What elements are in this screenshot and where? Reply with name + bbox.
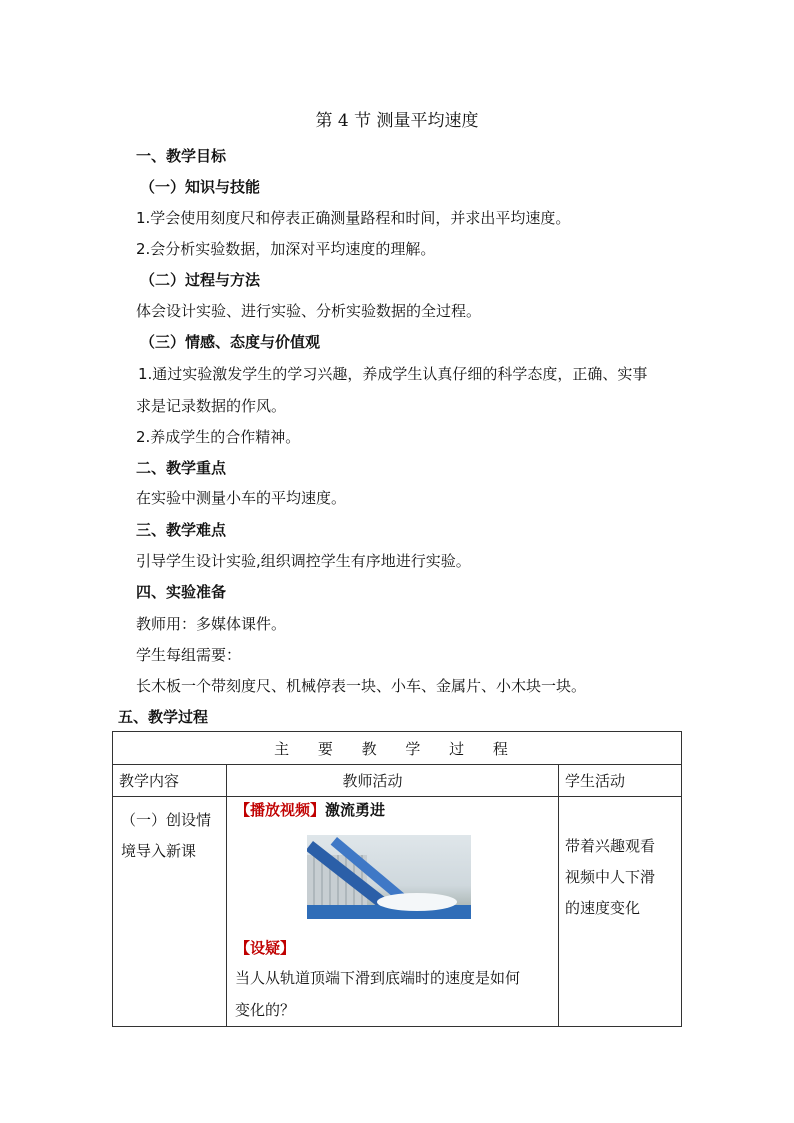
- col-header-student: 学生活动: [559, 765, 682, 797]
- page-title: 第 4 节 测量平均速度: [315, 111, 479, 131]
- subheading-knowledge: （一）知识与技能: [140, 178, 261, 196]
- video-line: [235, 799, 385, 820]
- difficult-item-1: 引导学生设计实验,组织调控学生有序地进行实验。: [136, 552, 471, 570]
- key-item-1: 在实验中测量小车的平均速度。: [136, 489, 347, 507]
- teaching-process-table: [112, 731, 682, 1027]
- subheading-emotion: （三）情感、态度与价值观: [140, 333, 321, 351]
- section-heading-goals: 一、教学目标: [136, 147, 227, 165]
- photo-splash: [377, 893, 457, 911]
- content-line-b: 境导入新课: [121, 842, 197, 860]
- question-tag: 【设疑】: [235, 939, 296, 957]
- content-cell: [113, 797, 227, 1027]
- question-line-a: 当人从轨道顶端下滑到底端时的速度是如何: [235, 969, 521, 987]
- section-heading-process: 五、教学过程: [118, 708, 209, 726]
- video-tag: 【播放视频】: [235, 801, 326, 819]
- process-item-1: 体会设计实验、进行实验、分析实验数据的全过程。: [136, 302, 482, 320]
- teacher-cell: [227, 797, 559, 1027]
- section-heading-key: 二、教学重点: [136, 459, 227, 477]
- section-heading-difficult: 三、教学难点: [136, 521, 227, 539]
- student-line-c: 的速度变化: [565, 899, 641, 917]
- table-main-header: 主 要 教 学 过 程: [113, 732, 682, 765]
- section-heading-prep: 四、实验准备: [136, 583, 227, 601]
- student-line-b: 视频中人下滑: [565, 868, 656, 886]
- table-row: [113, 797, 682, 1027]
- student-line-a: 带着兴趣观看: [565, 837, 656, 855]
- question-line-b: 变化的？: [235, 1001, 296, 1019]
- student-cell: [559, 797, 682, 1027]
- knowledge-item-1: 1.学会使用刻度尺和停表正确测量路程和时间，并求出平均速度。: [136, 209, 571, 227]
- emotion-item-1a: 1.通过实验激发学生的学习兴趣，养成学生认真仔细的科学态度，正确、实事: [138, 365, 648, 383]
- prep-teacher: 教师用：多媒体课件。: [136, 615, 287, 633]
- knowledge-item-2: 2.会分析实验数据，加深对平均速度的理解。: [136, 240, 436, 258]
- prep-group: 学生每组需要：: [136, 646, 242, 664]
- emotion-item-1b: 求是记录数据的作风。: [136, 397, 287, 415]
- subheading-process: （二）过程与方法: [140, 271, 261, 289]
- emotion-item-2: 2.养成学生的合作精神。: [136, 428, 301, 446]
- col-header-content: 教学内容: [113, 765, 227, 797]
- content-line-a: （一）创设情: [121, 811, 212, 829]
- log-flume-photo: [307, 835, 471, 919]
- prep-items: 长木板一个带刻度尺、机械停表一块、小车、金属片、小木块一块。: [136, 677, 587, 695]
- video-title: 激流勇进: [325, 801, 386, 819]
- col-header-teacher: 教师活动: [227, 765, 559, 797]
